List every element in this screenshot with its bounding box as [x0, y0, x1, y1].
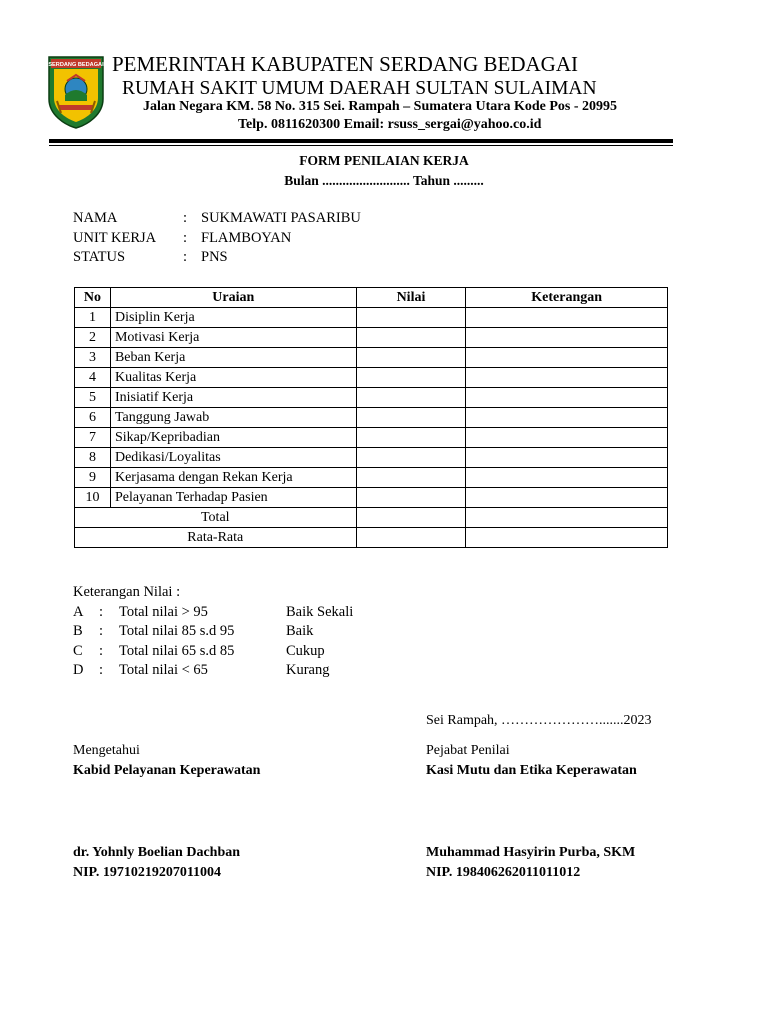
field-separator: :: [183, 249, 188, 265]
total-label: Total: [75, 508, 357, 528]
legend-label: Baik: [286, 623, 314, 639]
legend-grade: A: [73, 604, 84, 620]
table-row: [75, 368, 668, 388]
right-signer-position: Kasi Mutu dan Etika Keperawatan: [426, 763, 637, 778]
field-label: STATUS: [73, 249, 126, 265]
table-row: [75, 308, 668, 328]
left-signer-caption: Mengetahui: [73, 743, 140, 758]
remarks-cell[interactable]: [466, 348, 668, 368]
table-row: [75, 448, 668, 468]
row-item: Sikap/Kepribadian: [110, 428, 356, 448]
row-item: Kerjasama dengan Rekan Kerja: [110, 468, 356, 488]
legend-description: Total nilai < 65: [119, 662, 208, 678]
row-item: Disiplin Kerja: [110, 308, 356, 328]
remarks-cell[interactable]: [466, 468, 668, 488]
score-cell[interactable]: [356, 328, 466, 348]
row-number: 4: [75, 368, 111, 388]
legend-label: Baik Sekali: [286, 604, 354, 620]
table-row: [75, 388, 668, 408]
legend-item: [73, 662, 330, 679]
average-row: [75, 528, 668, 548]
field-label: NAMA: [73, 210, 118, 226]
row-number: 10: [75, 488, 111, 508]
employee-status-row: [73, 249, 228, 266]
total-remarks-cell[interactable]: [466, 508, 668, 528]
legend-separator: :: [99, 623, 104, 639]
average-label: Rata-Rata: [75, 528, 357, 548]
place-date: Sei Rampah, ………………….......2023: [426, 713, 652, 728]
row-number: 5: [75, 388, 111, 408]
score-cell[interactable]: [356, 488, 466, 508]
right-signer-nip: NIP. 198406262011011012: [426, 865, 581, 880]
table-row: [75, 488, 668, 508]
score-cell[interactable]: [356, 468, 466, 488]
field-label: UNIT KERJA: [73, 230, 157, 246]
letterhead-divider: [49, 139, 673, 143]
row-number: 8: [75, 448, 111, 468]
legend-description: Total nilai 65 s.d 85: [119, 643, 235, 659]
legend-description: Total nilai > 95: [119, 604, 208, 620]
total-row: [75, 508, 668, 528]
legend-description: Total nilai 85 s.d 95: [119, 623, 235, 639]
table-row: [75, 348, 668, 368]
legend-grade: B: [73, 623, 83, 639]
row-number: 7: [75, 428, 111, 448]
legend-item: [73, 604, 353, 621]
remarks-cell[interactable]: [466, 408, 668, 428]
score-cell[interactable]: [356, 368, 466, 388]
employee-name-row: [73, 210, 361, 227]
score-cell[interactable]: [356, 448, 466, 468]
row-item: Tanggung Jawab: [110, 408, 356, 428]
left-signer-position: Kabid Pelayanan Keperawatan: [73, 763, 261, 778]
remarks-cell[interactable]: [466, 388, 668, 408]
header-nilai: Nilai: [356, 288, 466, 308]
total-score-cell[interactable]: [356, 508, 466, 528]
row-number: 3: [75, 348, 111, 368]
left-signer-name: dr. Yohnly Boelian Dachban: [73, 845, 241, 860]
legend-item: [73, 623, 313, 640]
remarks-cell[interactable]: [466, 448, 668, 468]
legend-separator: :: [99, 643, 104, 659]
average-score-cell[interactable]: [356, 528, 466, 548]
legend-item: [73, 643, 325, 660]
row-item: Pelayanan Terhadap Pasien: [110, 488, 356, 508]
table-header-row: [75, 288, 668, 308]
right-signer-caption: Pejabat Penilai: [426, 743, 510, 758]
hospital-address: Jalan Negara KM. 58 No. 315 Sei. Rampah – Sumatera Utara Kode Pos - 20995: [143, 99, 618, 114]
hospital-name: RUMAH SAKIT UMUM DAERAH SULTAN SULAIMAN: [122, 78, 597, 99]
table-row: [75, 468, 668, 488]
legend-title: Keterangan Nilai :: [73, 584, 181, 600]
left-signer-nip: NIP. 19710219207011004: [73, 865, 222, 880]
row-number: 6: [75, 408, 111, 428]
row-item: Beban Kerja: [110, 348, 356, 368]
table-row: [75, 408, 668, 428]
score-cell[interactable]: [356, 388, 466, 408]
hospital-contact: Telp. 0811620300 Email: rsuss_sergai@yahoo.co.id: [238, 117, 542, 132]
score-cell[interactable]: [356, 348, 466, 368]
legend-label: Kurang: [286, 662, 330, 678]
legend-grade: C: [73, 643, 83, 659]
form-title: FORM PENILAIAN KERJA: [299, 153, 469, 168]
score-cell[interactable]: [356, 308, 466, 328]
row-number: 9: [75, 468, 111, 488]
header-uraian: Uraian: [110, 288, 356, 308]
employee-status: PNS: [201, 249, 228, 265]
form-period: Bulan .......................... Tahun .........: [284, 173, 484, 188]
government-name: PEMERINTAH KABUPATEN SERDANG BEDAGAI: [112, 52, 578, 76]
employee-unit-row: [73, 230, 291, 247]
legend-separator: :: [99, 662, 104, 678]
right-signer-name: Muhammad Hasyirin Purba, SKM: [426, 845, 636, 860]
remarks-cell[interactable]: [466, 328, 668, 348]
employee-unit: FLAMBOYAN: [201, 230, 292, 246]
row-item: Kualitas Kerja: [110, 368, 356, 388]
table-row: [75, 328, 668, 348]
legend-label: Cukup: [286, 643, 325, 659]
header-keterangan: Keterangan: [466, 288, 668, 308]
average-remarks-cell[interactable]: [466, 528, 668, 548]
logo-label: SERDANG BEDAGAI: [48, 62, 104, 68]
field-separator: :: [183, 210, 188, 226]
letterhead-divider-thin: [49, 145, 673, 146]
assessment-table: [74, 287, 668, 548]
row-number: 1: [75, 308, 111, 328]
row-item: Inisiatif Kerja: [110, 388, 356, 408]
score-cell[interactable]: [356, 428, 466, 448]
row-number: 2: [75, 328, 111, 348]
remarks-cell[interactable]: [466, 488, 668, 508]
table-row: [75, 428, 668, 448]
legend-grade: D: [73, 662, 84, 678]
row-item: Dedikasi/Loyalitas: [110, 448, 356, 468]
row-item: Motivasi Kerja: [110, 328, 356, 348]
header-no: No: [75, 288, 111, 308]
employee-name: SUKMAWATI PASARIBU: [201, 210, 361, 226]
regency-emblem-logo: [45, 55, 107, 129]
field-separator: :: [183, 230, 188, 246]
score-cell[interactable]: [356, 408, 466, 428]
remarks-cell[interactable]: [466, 428, 668, 448]
legend-separator: :: [99, 604, 104, 620]
remarks-cell[interactable]: [466, 368, 668, 388]
remarks-cell[interactable]: [466, 308, 668, 328]
